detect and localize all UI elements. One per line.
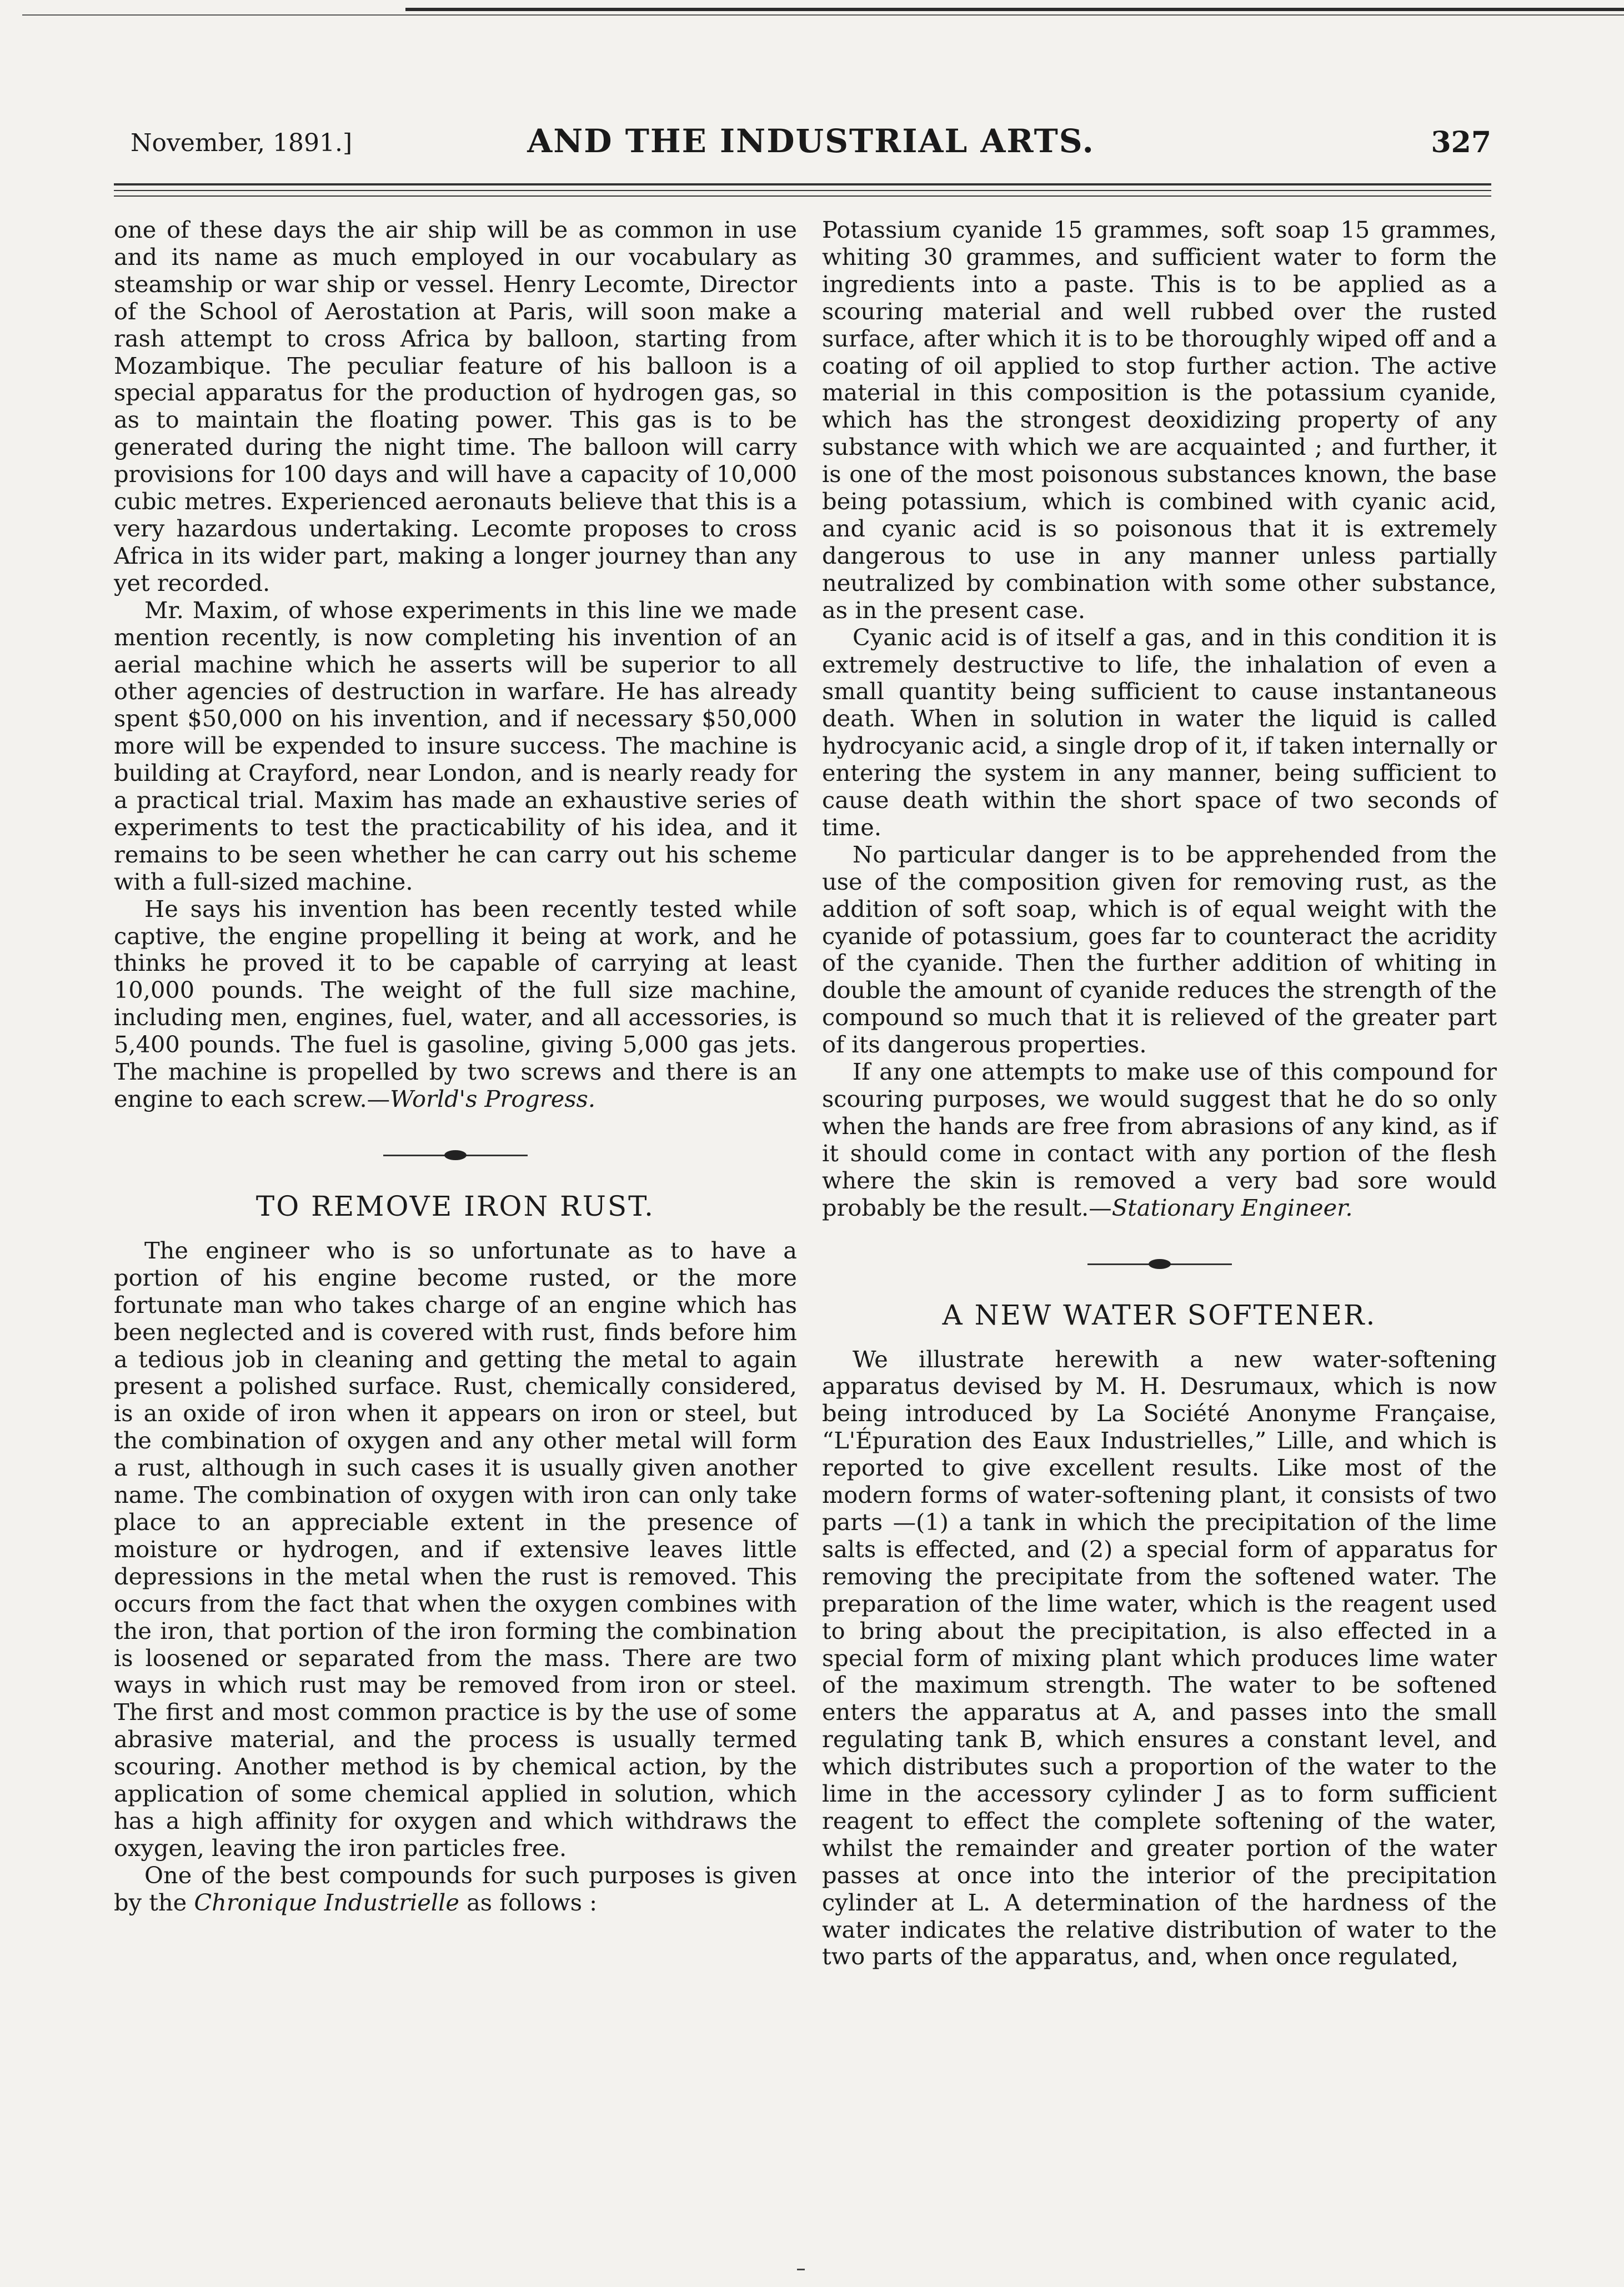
page-header	[131, 122, 1491, 167]
article-heading-water-softener: A NEW WATER SOFTENER.	[942, 1298, 1377, 1331]
section-divider	[383, 1144, 528, 1166]
top-edge-rule-thin	[22, 14, 1624, 16]
issue-date: November, 1891.]	[131, 129, 353, 157]
paragraph-maxim: Mr. Maxim, of whose experiments in this line we made mention recently, is now completing his invention of an aerial machine which he asserts will be superior to all other agencies of destruction in warfare. He has already spent $50,000 on his invention, and if necessary $50,000 more will be expended to insure success. The machine is building at Crayford, near London, and is nearly ready for a practical trial. Maxim has made an exhaustive series of experiments to test the practicability of his idea, and it remains to be seen whether he can carry out his scheme with a full-sized machine.	[114, 596, 797, 895]
paragraph-text: If any one attempts to make use of this compound for scouring purposes, we would suggest that he do so only when the hands are free from abrasions of any kind, as if it should come in contact with any portion of the flesh where the skin is removed a very bad sore would probably be the result.—	[822, 1058, 1497, 1221]
source-citation: World's Progress.	[390, 1085, 596, 1112]
header-rule	[114, 190, 1491, 191]
paragraph-rust-intro: The engineer who is so unfortunate as to have a portion of his engine become rusted, or the more fortunate man who takes charge of an engine which has been neglected and is covered with rust, finds before him a tedious job in cleaning and getting the metal to again present a polished surface. Rust, chemically considered, is an oxide of iron when it appears on iron or steel, but the combination of oxygen and any other metal will form a rust, although in such cases it is usually given another name. The combination of oxygen with iron can only take place to an appreciable extent in the presence of moisture or hydrogen, and if extensive leaves little depressions in the metal when the rust is removed. This occurs from the fact that when the oxygen combines with the iron, that portion of the iron forming the combination is loosened or separated from the mass. There are two ways in which rust may be removed from iron or steel. The first and most common practice is by the use of some abrasive material, and the process is usually termed scouring. Another method is by chemical action, by the application of some chemical applied in solution, which has a high affinity for oxygen and which withdraws the oxygen, leaving the iron particles free.	[114, 1236, 797, 1862]
page-number: 327	[1431, 126, 1491, 159]
paragraph-danger: No particular danger is to be apprehended from the use of the composition given for removing rust, as the addition of soft soap, which is of equal weight with the cyanide of potassium, goes far to counteract the acridity of the cyanide. Then the further addition of whiting in double the amount of cyanide reduces the strength of the compound so much that it is relieved of the greater part of its dangerous properties.	[822, 840, 1497, 1059]
paragraph-invention-test	[114, 896, 797, 1113]
paragraph-cyanide-recipe: Potassium cyanide 15 grammes, soft soap 15 grammes, whiting 30 grammes, and sufficient water to form the ingredients into a paste. This is to be applied as a scouring material and well rubbed over the rusted surface, after which it is to be thoroughly wiped off and a coating of oil applied to stop further action. The active material in this composition is the potassium cyanide, which has the strongest deoxidizing property of any substance with which we are acquainted ; and further, it is one of the most poisonous substances known, the base being potassium, which is combined with cyanic acid, and cyanic acid is so poisonous that it is extremely dangerous to use in any manner unless partially neutralized by combination with some other substance, as in the present case.	[822, 216, 1497, 624]
footer-mark	[797, 2269, 805, 2270]
right-column	[822, 217, 1497, 1970]
paragraph-airship: one of these days the air ship will be as common in use and its name as much employed in our vocabulary as steamship or war ship or vessel. Henry Lecomte, Director of the School of Aerostation at Paris, will soon make a rash attempt to cross Africa by balloon, starting from Mozambique. The peculiar feature of his balloon is a special apparatus for the production of hydrogen gas, so as to maintain the floating power. This gas is to be generated during the night time. The balloon will carry provisions for 100 days and will have a capacity of 10,000 cubic metres. Experienced aeronauts believe that this is a very hazardous undertaking. Lecomte proposes to cross Africa in its wider part, making a longer journey than any yet recorded.	[114, 216, 797, 596]
paragraph-water-softener: We illustrate herewith a new water-softening apparatus devised by M. H. Desrumaux, which is now being introduced by La Société Anonyme Française, “L'Épuration des Eaux Industrielles,” Lille, and which is reported to give excellent results. Like most of the modern forms of water-softening plant, it consists of two parts —(1) a tank in which the precipitation of the lime salts is effected, and (2) a special form of apparatus for removing the precipitate from the softened water. The preparation of the lime water, which is the reagent used to bring about the precipitation, is also effected in a special form of mixing plant which produces lime water of the maximum strength. The water to be softened enters the apparatus at A, and passes into the small regulating tank B, which ensures a constant level, and which distributes such a proportion of the water to the lime in the accessory cylinder J as to form sufficient reagent to effect the complete softening of the water, whilst the remainder and greater portion of the water passes at once into the interior of the precipitation cylinder at L. A determination of the hardness of the water indicates the relative distribution of water to the two parts of the apparatus, and, when once regulated,	[822, 1345, 1497, 1970]
left-column	[114, 217, 797, 1917]
source-citation: Stationary Engineer.	[1111, 1193, 1353, 1221]
article-heading-iron-rust: TO REMOVE IRON RUST.	[255, 1190, 655, 1222]
divider-ornament-icon	[444, 1150, 467, 1160]
paragraph-text: He says his invention has been recently tested while captive, the engine propelling it being at work, and he thinks he proved it to be capable of carrying at least 10,000 pounds. The weight of the full size machine, including men, engines, fuel, water, and all accessories, is 5,400 pounds. The fuel is gasoline, giving 5,000 gas jets. The machine is propelled by two screws and there is an engine to each screw.—	[114, 895, 797, 1112]
header-rule	[114, 183, 1491, 185]
paragraph-text: as follows :	[459, 1888, 598, 1916]
paragraph-text: One of the best compounds for such purposes is given by the	[114, 1861, 797, 1916]
paragraph-caution	[822, 1059, 1497, 1221]
header-rule	[114, 195, 1491, 197]
running-title: AND THE INDUSTRIAL ARTS.	[527, 122, 1095, 160]
paragraph-cyanic-acid: Cyanic acid is of itself a gas, and in this condition it is extremely destructive to life, the inhalation of even a small quantity being sufficient to cause instantaneous death. When in solution in water the liquid is called hydrocyanic acid, a single drop of it, if taken internally or entering the system in any manner, being sufficient to cause death within the short space of two seconds of time.	[822, 623, 1497, 841]
section-divider	[1087, 1253, 1232, 1275]
paragraph-compound-intro	[114, 1862, 797, 1917]
publication-name: Chronique Industrielle	[194, 1888, 459, 1916]
top-edge-rule	[405, 8, 1624, 11]
divider-ornament-icon	[1149, 1259, 1171, 1269]
